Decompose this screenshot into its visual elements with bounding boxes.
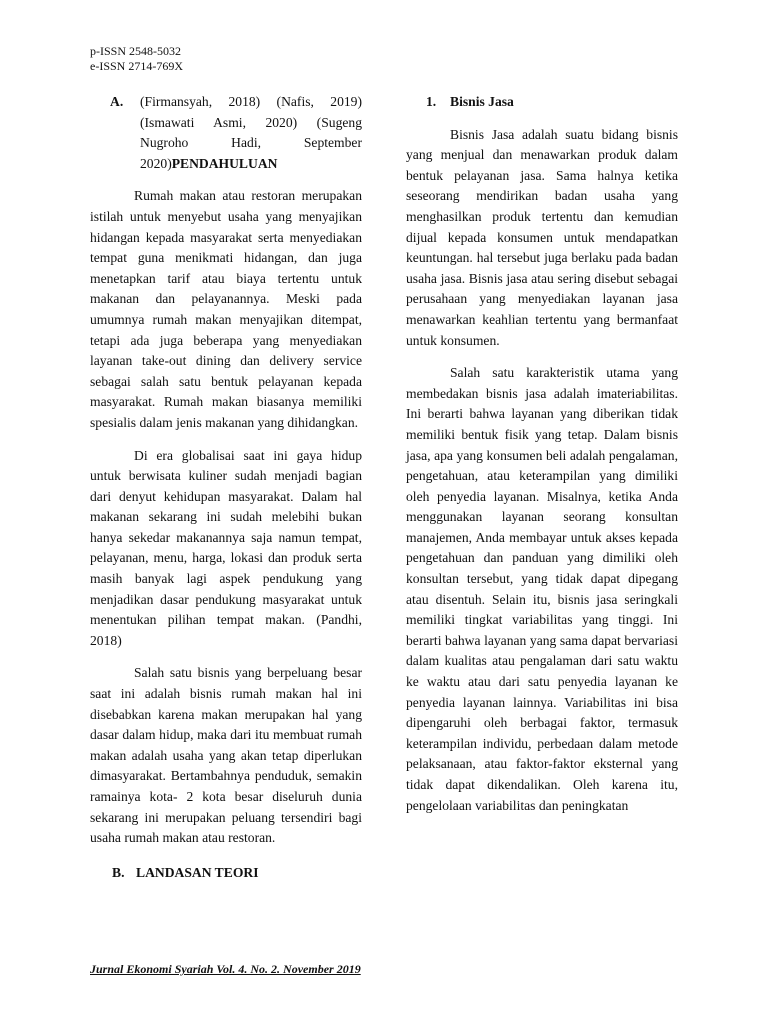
section-b-heading (90, 863, 362, 884)
right-paragraph-1: Bisnis Jasa adalah suatu bidang bisnis yang menjual dan menawarkan produk dalam bentuk pelayanan jasa. Sama halnya ketika seseorang mendirikan badan usaha yang menghasilkan produk tertentu dan kemudian dijual kepada konsumen untuk mendapatkan keuntungan. hal tersebut juga berlaku pada badan usaha jasa. Bisnis jasa atau sering disebut sebagai perusahaan yang menyediakan layanan jasa menawarkan keahlian tertentu yang bermanfaat untuk konsumen. (406, 126, 678, 348)
section-a-citations: (Firmansyah, 2018) (Nafis, 2019) (Ismawati Asmi, 2020) (Sugeng Nugroho Hadi, September 2020) (140, 94, 362, 171)
section-b-title: LANDASAN TEORI (136, 864, 259, 880)
section-a-heading (90, 92, 362, 174)
e-issn: e-ISSN 2714-769X (90, 59, 183, 73)
section-a-number: A. (110, 94, 124, 109)
subsection-1-number: 1. (426, 94, 437, 109)
section-a-text (140, 92, 362, 174)
p-issn: p-ISSN 2548-5032 (90, 44, 182, 58)
left-column (90, 92, 362, 883)
right-column (406, 92, 678, 828)
subsection-1-title: Bisnis Jasa (450, 94, 514, 109)
journal-footer: Jurnal Ekonomi Syariah Vol. 4. No. 2. November 2019 (90, 962, 361, 976)
issn-header (90, 44, 183, 74)
right-paragraph-2: Salah satu karakteristik utama yang membedakan bisnis jasa adalah imateriabilitas. Ini berarti bahwa layanan yang diberikan tidak memiliki bentuk fisik yang tetap. Dalam bisnis jasa, apa yang konsumen beli adalah pengalaman, pengetahuan, atau keterampilan yang dimiliki oleh penyedia layanan. Misalnya, ketika Anda menggunakan layanan seorang konsultan manajemen, Anda membayar untuk akses kepada pengetahuan dan panduan yang dimiliki oleh konsultan tersebut, yang tidak dapat dipegang atau disentuh. Selain itu, bisnis jasa seringkali memiliki tingkat variabilitas yang tinggi. Ini berarti bahwa layanan yang sama dapat bervariasi dalam kualitas atau pengalaman dari satu waktu ke waktu atau dari satu penyedia layanan ke penyedia layanan lainnya. Variabilitas ini bisa dipengaruhi oleh berbagai faktor, termasuk keterampilan individu, perbedaan dalam metode pelaksanaan, atau faktor-faktor eksternal yang tidak dapat dikendalikan. Oleh karena itu, pengelolaan variabilitas dan peningkatan (406, 365, 678, 813)
left-paragraph-3: Salah satu bisnis yang berpeluang besar saat ini adalah bisnis rumah makan hal ini disebabkan karena makan merupakan hal yang dasar dalam hidup, maka dari itu membuat rumah makan adalah usaha yang akan tetap diperlukan dimasyarakat. Bertambahnya penduduk, semakin ramainya kota- 2 kota besar diseluruh dunia sekarang ini merupakan peluang tersendiri bagi usaha rumah makan atau restoran. (90, 665, 362, 846)
subsection-1-heading (406, 92, 678, 113)
section-a-title: PENDAHULUAN (171, 155, 278, 171)
left-paragraph-2: Di era globalisai saat ini gaya hidup untuk berwisata kuliner sudah menjadi bagian dari denyut kehidupan masyarakat. Dalam hal makanan sekarang ini sudah melebihi bukan hanya sekedar makanannya saja namun tempat, pelayanan, menu, harga, lokasi dan produk serta masih banyak lagi aspek pendukung yang menjadikan dasar pendukung masyarakat untuk menentukan pilihan tempat makan. (Pandhi, 2018) (90, 447, 362, 648)
section-b-number: B. (112, 864, 125, 880)
left-paragraph-1: Rumah makan atau restoran merupakan istilah untuk menyebut usaha yang menyajikan hidangan kepada masyarakat serta menyediakan tempat guna menikmati hidangan, dan juga menetapkan tarif atau biaya tertentu untuk makanan dan pelayanannya. Meski pada umumnya rumah makan menyajikan ditempat, tetapi ada juga beberapa yang menyediakan layanan take-out dining dan delivery service sebagai salah satu bentuk pelayanan kepada masyarakat. Rumah makan biasanya memiliki spesialis dalam jenis makanan yang dihidangkan. (90, 188, 362, 430)
